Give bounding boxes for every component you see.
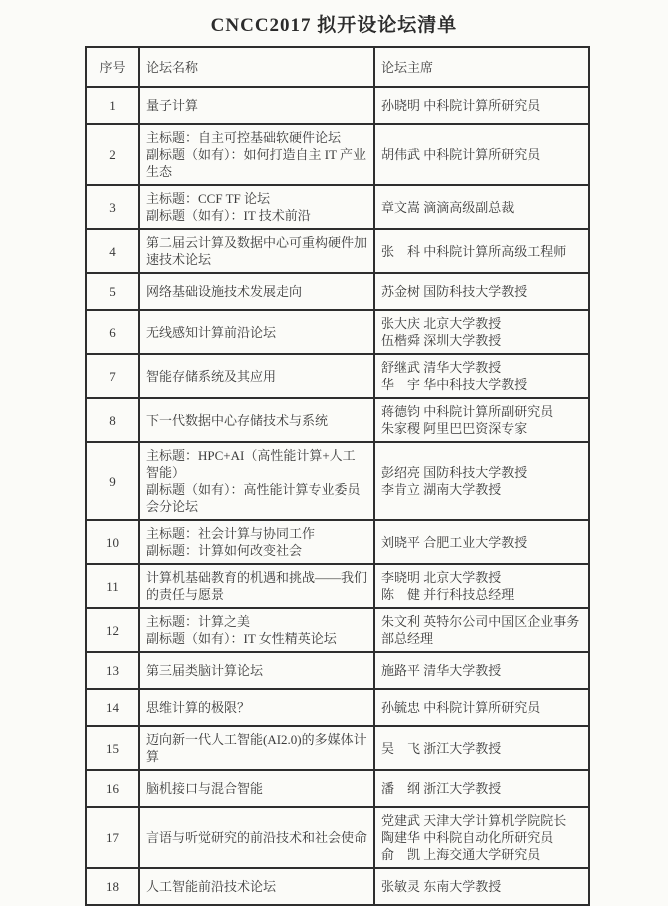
chair-line: 朱家稷 阿里巴巴资深专家 (381, 421, 528, 436)
row-number: 16 (86, 770, 139, 807)
forum-name (139, 652, 374, 689)
forum-name-line: 副标题（如有）：如何打造自主 IT 产业生态 (146, 147, 367, 179)
table-row (86, 124, 589, 185)
row-number: 14 (86, 689, 139, 726)
table-row (86, 520, 589, 564)
header-forum-chair: 论坛主席 (374, 47, 589, 87)
chair-line: 蒋德钧 中科院计算所副研究员 (381, 404, 554, 419)
forum-name (139, 564, 374, 608)
forum-name-line: 副标题（如有）：IT 技术前沿 (146, 208, 311, 223)
chair-line: 华 宇 华中科技大学教授 (381, 377, 528, 392)
chair-line: 章文嵩 滴滴高级副总裁 (381, 199, 515, 215)
forum-chairs (374, 520, 589, 564)
forum-name (139, 770, 374, 807)
forum-name (139, 185, 374, 229)
header-forum-name: 论坛名称 (139, 47, 374, 87)
forum-name-line: 迈向新一代人工智能(AI2.0)的多媒体计算 (146, 732, 367, 764)
forum-chairs (374, 354, 589, 398)
chair-line: 潘 纲 浙江大学教授 (381, 781, 502, 796)
chair-line: 俞 凯 上海交通大学研究员 (381, 847, 541, 862)
forum-name-line: 主标题：HPC+AI（高性能计算+人工智能） (146, 448, 356, 480)
chair-line: 党建武 天津大学计算机学院院长 (381, 813, 567, 828)
forum-chairs (374, 442, 589, 520)
forum-chairs (374, 564, 589, 608)
forum-chairs (374, 868, 589, 905)
row-number: 18 (86, 868, 139, 905)
table-body (86, 87, 589, 905)
forum-name-line: 网络基础设施技术发展走向 (146, 284, 303, 299)
table-row (86, 807, 589, 868)
forum-name-line: 无线感知计算前沿论坛 (146, 324, 277, 340)
chair-line: 陈 健 并行科技总经理 (381, 587, 515, 602)
forum-name (139, 229, 374, 273)
forum-chairs (374, 652, 589, 689)
chair-line: 孙毓忠 中科院计算所研究员 (381, 700, 541, 715)
forum-name-line: 下一代数据中心存储技术与系统 (146, 412, 329, 428)
table-row (86, 770, 589, 807)
table-row (86, 868, 589, 905)
forum-name-line: 智能存储系统及其应用 (146, 368, 277, 384)
row-number: 9 (86, 442, 139, 520)
forum-chairs (374, 273, 589, 310)
forum-name-line: 主标题：社会计算与协同工作 (146, 526, 316, 541)
chair-line: 吴 飞 浙江大学教授 (381, 740, 502, 756)
table-row (86, 398, 589, 442)
chair-line: 朱文利 英特尔公司中国区企业事务部总经理 (381, 614, 580, 646)
chair-line: 李晓明 北京大学教授 (381, 570, 502, 585)
forum-chairs (374, 770, 589, 807)
forum-table (85, 46, 590, 906)
forum-name (139, 807, 374, 868)
forum-name-line: 主标题：计算之美 (146, 614, 251, 629)
chair-line: 陶建华 中科院自动化所研究员 (381, 830, 554, 845)
table-row (86, 229, 589, 273)
forum-name-line: 第二届云计算及数据中心可重构硬件加速技术论坛 (146, 235, 368, 267)
forum-name (139, 310, 374, 354)
header-no: 序号 (86, 47, 139, 87)
table-row (86, 652, 589, 689)
table-row (86, 185, 589, 229)
forum-name (139, 608, 374, 652)
forum-name-line: 脑机接口与混合智能 (146, 781, 264, 796)
chair-line: 彭绍亮 国防科技大学教授 (381, 465, 528, 480)
forum-chairs (374, 807, 589, 868)
forum-name-line: 第三届类脑计算论坛 (146, 663, 264, 678)
forum-name (139, 442, 374, 520)
row-number: 11 (86, 564, 139, 608)
chair-line: 胡伟武 中科院计算所研究员 (381, 147, 541, 162)
table-row (86, 608, 589, 652)
chair-line: 孙晓明 中科院计算所研究员 (381, 98, 541, 113)
forum-name (139, 520, 374, 564)
table-row (86, 273, 589, 310)
forum-chairs (374, 608, 589, 652)
forum-name (139, 398, 374, 442)
forum-name-line: 副标题（如有）：高性能计算专业委员会分论坛 (146, 482, 361, 514)
row-number: 7 (86, 354, 139, 398)
table-row (86, 726, 589, 770)
row-number: 13 (86, 652, 139, 689)
table-row (86, 87, 589, 124)
table-row (86, 310, 589, 354)
table-row (86, 354, 589, 398)
forum-name-line: 主标题：CCF TF 论坛 (146, 191, 271, 206)
forum-name (139, 354, 374, 398)
table-row (86, 564, 589, 608)
row-number: 15 (86, 726, 139, 770)
forum-name-line: 言语与听觉研究的前沿技术和社会使命 (146, 830, 368, 845)
chair-line: 伍楷舜 深圳大学教授 (381, 333, 502, 348)
chair-line: 李肯立 湖南大学教授 (381, 482, 502, 497)
row-number: 12 (86, 608, 139, 652)
row-number: 3 (86, 185, 139, 229)
forum-name (139, 273, 374, 310)
table-row (86, 442, 589, 520)
chair-line: 张敏灵 东南大学教授 (381, 879, 502, 894)
forum-chairs (374, 398, 589, 442)
forum-name (139, 726, 374, 770)
forum-name-line: 思维计算的极限？ (146, 700, 251, 715)
forum-chairs (374, 229, 589, 273)
chair-line: 苏金树 国防科技大学教授 (381, 284, 528, 299)
forum-name-line: 副标题：计算如何改变社会 (146, 543, 303, 558)
table-row (86, 689, 589, 726)
row-number: 6 (86, 310, 139, 354)
forum-chairs (374, 185, 589, 229)
row-number: 5 (86, 273, 139, 310)
row-number: 1 (86, 87, 139, 124)
forum-name-line: 主标题：自主可控基础软硬件论坛 (146, 130, 342, 145)
row-number: 8 (86, 398, 139, 442)
forum-name-line: 副标题（如有）：IT 女性精英论坛 (146, 631, 337, 646)
forum-chairs (374, 87, 589, 124)
page-title: CNCC2017 拟开设论坛清单 (210, 15, 458, 36)
chair-line: 张大庆 北京大学教授 (381, 316, 502, 331)
chair-line: 施路平 清华大学教授 (381, 663, 502, 678)
table-header-row (86, 47, 589, 87)
chair-line: 舒继武 清华大学教授 (381, 360, 502, 375)
forum-chairs (374, 124, 589, 185)
forum-name (139, 689, 374, 726)
forum-name (139, 124, 374, 185)
chair-line: 刘晓平 合肥工业大学教授 (381, 534, 528, 550)
forum-name-line: 人工智能前沿技术论坛 (146, 879, 277, 894)
row-number: 4 (86, 229, 139, 273)
row-number: 17 (86, 807, 139, 868)
forum-name (139, 868, 374, 905)
forum-chairs (374, 726, 589, 770)
chair-line: 张 科 中科院计算所高级工程师 (381, 243, 567, 259)
row-number: 10 (86, 520, 139, 564)
forum-name-line: 计算机基础教育的机遇和挑战——我们的责任与愿景 (146, 570, 368, 602)
forum-chairs (374, 310, 589, 354)
row-number: 2 (86, 124, 139, 185)
forum-name (139, 87, 374, 124)
forum-chairs (374, 689, 589, 726)
forum-name-line: 量子计算 (146, 98, 199, 113)
